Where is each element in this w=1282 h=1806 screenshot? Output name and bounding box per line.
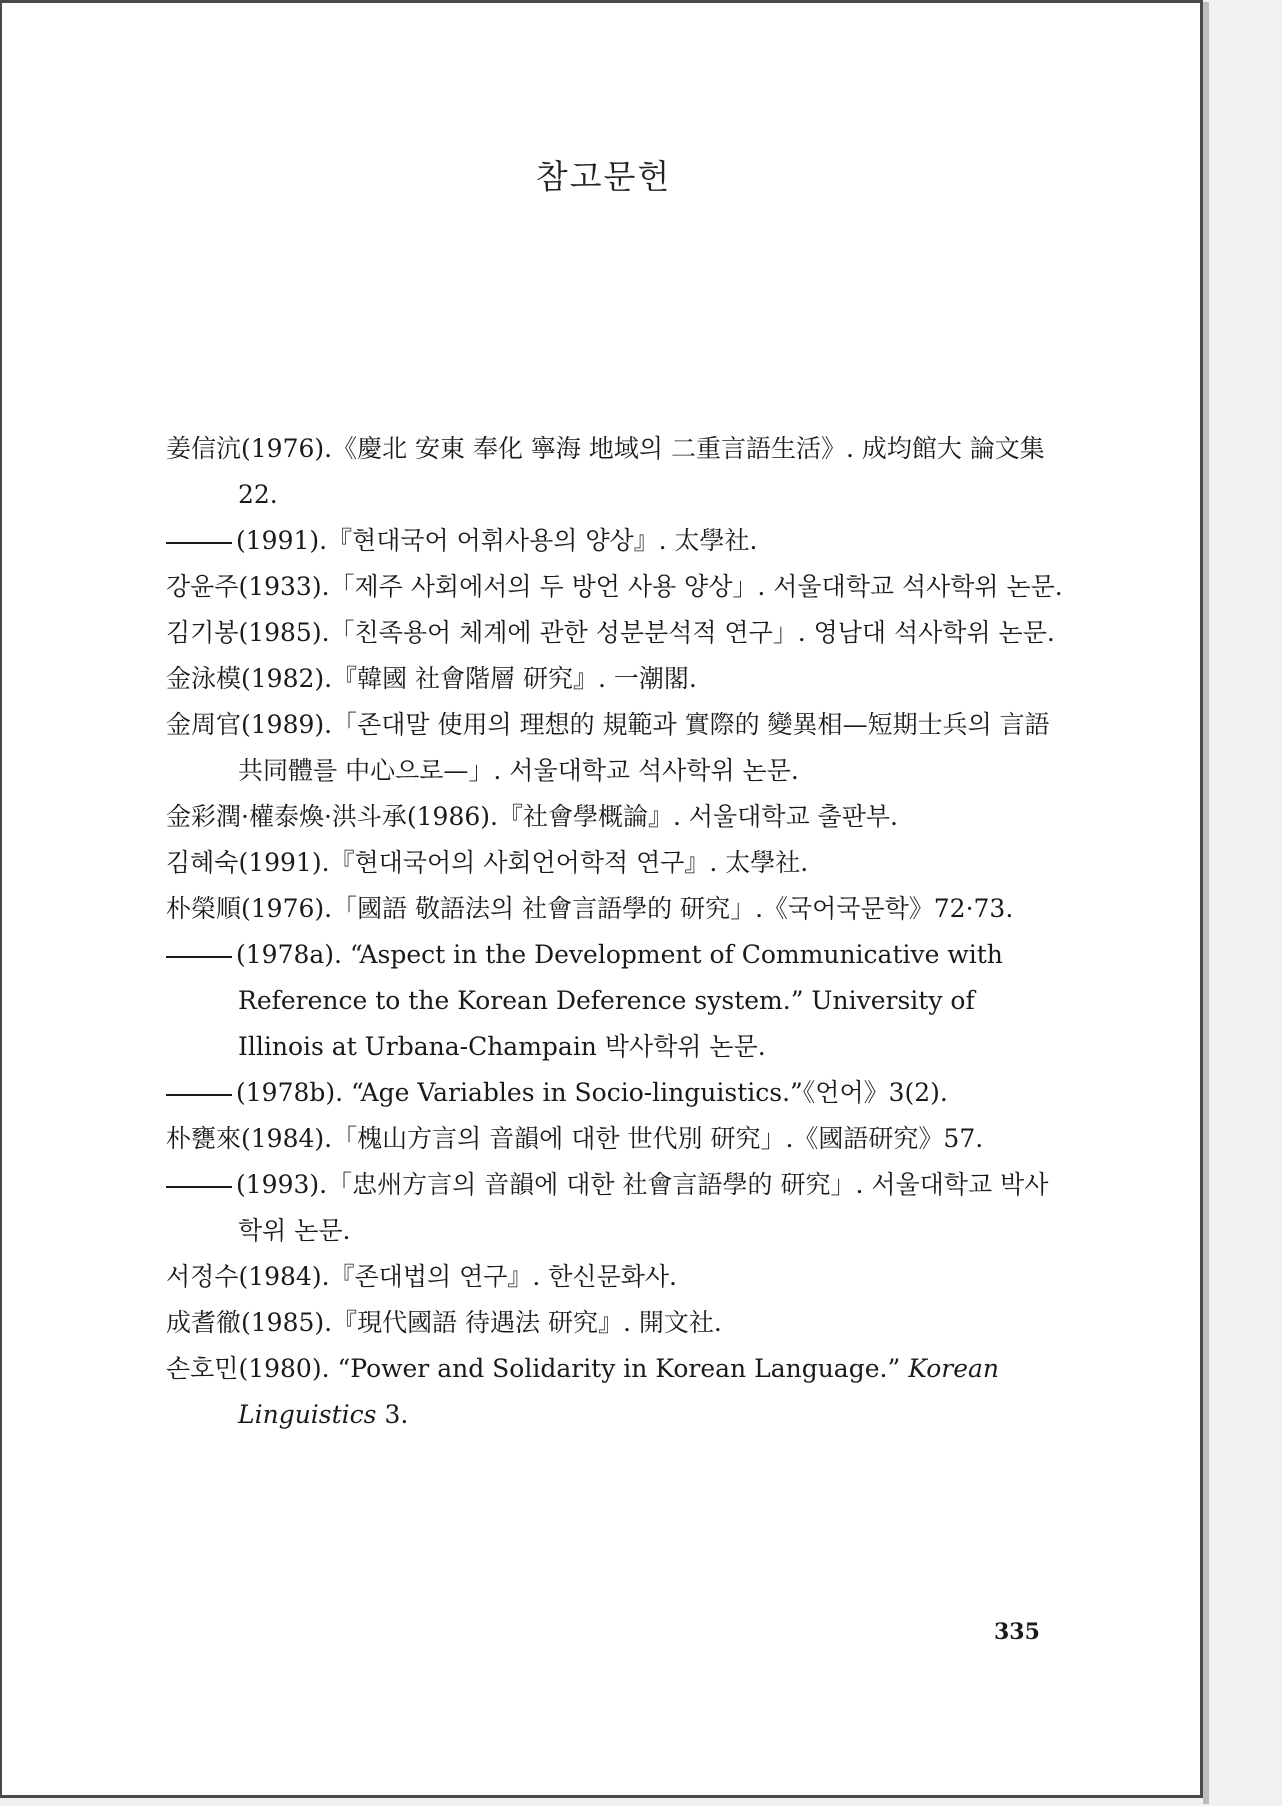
reference-entry: (1978b). “Age Variables in Socio-linguistics.”《언어》3(2). bbox=[166, 1070, 1068, 1116]
page-number: 335 bbox=[994, 1619, 1040, 1645]
repeat-author-dash bbox=[166, 956, 232, 958]
repeat-author-dash bbox=[166, 1186, 232, 1188]
reference-entry: 朴甕來(1984).「槐山方言의 音韻에 대한 世代別 研究」.《國語研究》57. bbox=[166, 1124, 984, 1153]
page-edge-shadow bbox=[1203, 2, 1209, 1804]
reference-entry: 金周官(1989).「존대말 使用의 理想的 規範과 實際的 變異相—短期士兵의 言語共同體를 中心으로—」. 서울대학교 석사학위 논문. bbox=[166, 710, 1050, 785]
reference-entry: (1991).『현대국어 어휘사용의 양상』. 太學社. bbox=[166, 518, 1068, 564]
reference-entry: 姜信沆(1976).《慶北 安東 奉化 寧海 地域의 二重言語生活》. 成均館大 論文集 22. bbox=[166, 434, 1045, 509]
repeat-author-dash bbox=[166, 1094, 232, 1096]
reference-entry: 강윤주(1933).「제주 사회에서의 두 방언 사용 양상」. 서울대학교 석사학위 논문. bbox=[166, 572, 1063, 601]
journal-title: Korean Linguistics bbox=[238, 1354, 1000, 1429]
reference-entry: 成耆徹(1985).『現代國語 待遇法 研究』. 開文社. bbox=[166, 1308, 722, 1337]
reference-list bbox=[166, 426, 1068, 1438]
reference-entry: (1978a). “Aspect in the Development of Communicative with Reference to the Korean Deference system.” University of Illinois at Urbana-Champain 박사학위 논문. bbox=[166, 932, 1068, 1070]
reference-entry: 金彩潤·權泰煥·洪斗承(1986).『社會學概論』. 서울대학교 출판부. bbox=[166, 802, 898, 831]
reference-entry: 김혜숙(1991).『현대국어의 사회언어학적 연구』. 太學社. bbox=[166, 848, 809, 877]
reference-entry: 김기봉(1985).「친족용어 체계에 관한 성분분석적 연구」. 영남대 석사학위 논문. bbox=[166, 618, 1055, 647]
reference-entry: 朴榮順(1976).「國語 敬語法의 社會言語學的 研究」.《국어국문학》72·73. bbox=[166, 894, 1014, 923]
reference-entry: (1993).「忠州方言의 音韻에 대한 社會言語學的 研究」. 서울대학교 박사학위 논문. bbox=[166, 1162, 1068, 1254]
reference-entry: 金泳模(1982).『韓國 社會階層 研究』. 一潮閣. bbox=[166, 664, 697, 693]
reference-entry: 서정수(1984).『존대법의 연구』. 한신문화사. bbox=[166, 1262, 677, 1291]
page-title: 참고문헌 bbox=[535, 157, 672, 196]
reference-entry: 손호민(1980). “Power and Solidarity in Korean Language.” Korean Linguistics 3. bbox=[166, 1354, 1000, 1429]
repeat-author-dash bbox=[166, 542, 232, 544]
